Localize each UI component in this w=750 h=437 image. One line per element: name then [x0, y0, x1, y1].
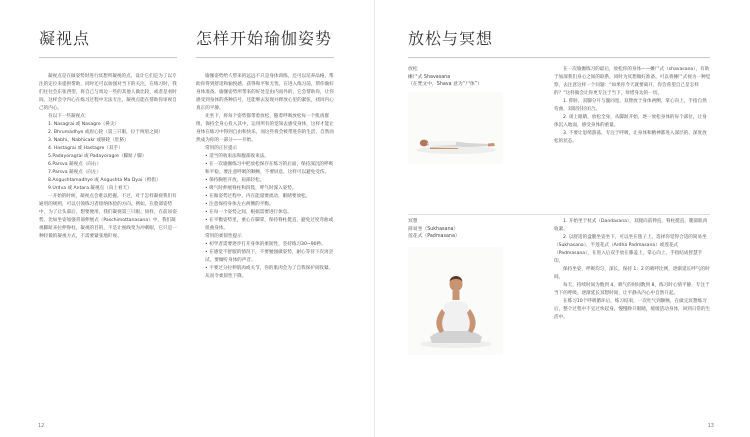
subheading: 常用的正位提示: [205, 146, 238, 151]
list-item: • 不要过分拉伸肌肉或关节，你的肌肉会为了自我保护而收紧。: [205, 266, 334, 271]
title-rule: [39, 57, 177, 58]
step: 1. 仰卧，双脚分开与髋同宽，双臂放于身体两侧，掌心向上，手指自然弯曲，双眼轻轻闭合。: [554, 99, 707, 112]
shavasana-body: [554, 66, 711, 146]
list-item: • 在做姿势过程中，内在能量要流动，眼睛要放松。: [205, 194, 311, 199]
list-item: 从而令柔韧性下降。: [205, 274, 247, 279]
step: 每天，持续时间为数到 4，吸气的时间数到 8，练习时心情平静，专注于当下的呼吸。逐渐延长冥想时间，让平静从内心中自然升起。: [554, 283, 710, 296]
pose-name: 莲花式（Padmasana）: [408, 234, 460, 239]
shavasana-photo: [408, 92, 503, 164]
list-item: • 在感觉不舒服的情况下，不要勉强做姿势，耐心等待下次再尝试，要倾听身体的声音。: [205, 250, 334, 263]
step: 在练习10个呼吸循环后，练习结束，一次吐气到顺畅，在做完冥想练习后，整个过程中不宜过快起身，慢慢睁开眼睛，缓缓活动身体，回到日常的生活中。: [554, 299, 711, 320]
right-page: [375, 0, 750, 437]
start-yoga-body: [196, 73, 334, 281]
list-item: 6.Parsva 凝视点（向右）: [48, 162, 102, 167]
title-rule: [196, 57, 334, 58]
step: 2. 以舒适的盘腿坐姿坐下，可以坐在毯子上，选择你觉得合适的简易坐（Sukhasana）、半莲花式（Ardha Padmasana）或莲花式（Padmasana），在进入后双手放在膝盖上，掌心向上，手指结成智慧手印。: [554, 235, 707, 264]
lotus-pose-photo: [408, 247, 503, 355]
seated-figure-illustration: [408, 247, 503, 355]
list-item: 1. Nasagrai 或 Nasagre（鼻尖）: [48, 122, 120, 127]
pose-name: 摊尸式 Shavasana: [408, 74, 451, 80]
page-number: 12: [38, 423, 45, 429]
list-item: • 保持胸腔开放，肩部轻松。: [205, 178, 265, 183]
paragraph: 瑜伽姿势给人带来的远远不只是身体训练，还可以培养品格，帮助你得到舒适和愉悦感，获得和平和无忧，在进入练习前，帮你做好身体准备。瑜伽姿势所带来的好处是由内而外的，它会帮助你，让你感受到身体的各种信号，还能够去发现并释放心里的紧张，找回内心真正的平静。: [196, 74, 334, 111]
reclining-figure-illustration: [408, 92, 503, 164]
list-item: 5.Padayoragrai 或 Padayoragre（脚趾 / 脚）: [48, 154, 147, 159]
gaze-points-body: [39, 73, 177, 241]
list-item: 2. Bhrumadhye 或眉心轮（第三只眼，位于两眉之间）: [48, 130, 163, 135]
paragraph: 一开始的时候，凝视点会难以把握。不过，对于怎样凝视我们有通用的规则，可以引领练习者接纳体验的方向。例如，在脸部姿势中，为了让头部后，想要便用，我们凝视第三只眼。同样，在前屈姿势，比如坐姿加强背部伸展式（Paschimottanasana）中，我们凝视脚趾来拉伸脊柱。凝视的目的，不是让视线变为冲刺眼，它只是一种轻微的凝视方式，不需要紧张地盯视。: [39, 194, 177, 239]
list-item: 4. Hastagrai 或 Hastagre（双手）: [48, 146, 123, 151]
pose-note: （在梵文中，Shava 意为“尸体”）: [408, 82, 483, 87]
paragraph: 有以下一些凝视点：: [48, 114, 90, 119]
page-number: 13: [707, 423, 714, 429]
step: 1. 开始坐于杖式（Dandasana），双腿向前伸直，脊柱挺直，腿部肌肉收紧。: [554, 219, 708, 232]
list-item: • 在每一个姿势之间，根据需要进行休息。: [205, 210, 292, 215]
subheading: 常用的柔韧性提示: [205, 234, 242, 239]
step: 2. 闭上眼睛，放松全身，从脚趾开始，逐一放松身体的每个部位，让身体沉入地面，感受身体的重量。: [554, 115, 707, 128]
lotus-body: [554, 218, 711, 322]
title-rule: [408, 57, 710, 58]
pose-category: 放松: [408, 67, 418, 72]
section-title-start-yoga: 怎样开始瑜伽姿势: [196, 29, 333, 48]
section-title-relax-meditate: 放松与冥想: [408, 29, 494, 48]
section-title-gaze-points: 凝视点: [39, 29, 91, 48]
section-divider: [408, 214, 710, 215]
pose1-label: [408, 66, 503, 89]
pose2-label: [408, 218, 503, 241]
list-item: • 吸气时伸展脊柱和四肢，呼气时深入姿势。: [205, 186, 297, 191]
pose-category: 冥想: [408, 219, 418, 224]
list-item: • 初学者需要逐步打开身体的柔韧性，坚持练习30~90秒。: [205, 242, 326, 247]
pose-name: 简易坐（Sukhasana）: [408, 226, 459, 232]
paragraph: 先坐下，将每个姿势都带着放松，随着呼吸放松每一个肌肉群组，保持全身心投入其中，运用所有的觉知去感受身体，这样才能让身体在练习中得到自由和快乐，而这些将会被带进你的生活，自然而然成为你的一部分——开始。: [196, 114, 334, 143]
step: 3. 不要让思绪游荡，专注于呼吸，让身体和精神都进入深层的、深度放松的状态。: [554, 131, 707, 144]
step: 保持坐姿，呼吸均匀，深长，保持 1：2 的吸呼比例，逐渐延长呼气的时间。: [554, 267, 710, 280]
list-item: • 在一次瑜伽练习中把放松保存在练习的后面，保持深沉的呼吸和平稳。要注意呼吸的顺畅，不要屏息，这样可以避免受伤。: [205, 162, 334, 175]
list-item: • 在平衡姿势里，重心在脚掌，保持脊柱挺直，避免过度弯曲或扭曲身体。: [205, 218, 334, 231]
list-item: 8.Angushtamadhye 或 Angushta Ma Dyai（拇指）: [48, 178, 161, 183]
paragraph: 凝视点是在做姿势时进行冥想所凝视的点，设计它们是为了以专注的定位来提供帮助，同时还可以加强对当下的关注。在练习时，我们往往会东张西望，将自己与周边一些的其他人做比较，或者是看时间。这样会令内心在练习过程中无法专注，凝视点能在帮助你审视自己的内心。: [39, 74, 177, 111]
list-item: 9.Urdva 或 Antara 凝视点（向上看天）: [48, 186, 132, 191]
list-item: 7.Parsva 凝视点（向左）: [48, 170, 102, 175]
list-item: • 适当的收束法和腹部收束法。: [205, 154, 269, 159]
paragraph: 在一次瑜伽练习的最后，放松你的身体——摊尸式（shavasana），有助于加深我们身心之间的联系，同时为冥想做好准备。可以将摊尸式视为一种觉察，去注意这样一个问题：“如果你今天就要离开，你会希望自己是怎样的？”这样做会让你更专注于当下，珍惜身边的一切。: [554, 67, 711, 96]
list-item: 3. Nabhi、Nabhicakr 或脐轮（肚脐）: [48, 138, 129, 143]
list-item: • 注意保持身体左右两侧的平衡。: [205, 202, 274, 207]
